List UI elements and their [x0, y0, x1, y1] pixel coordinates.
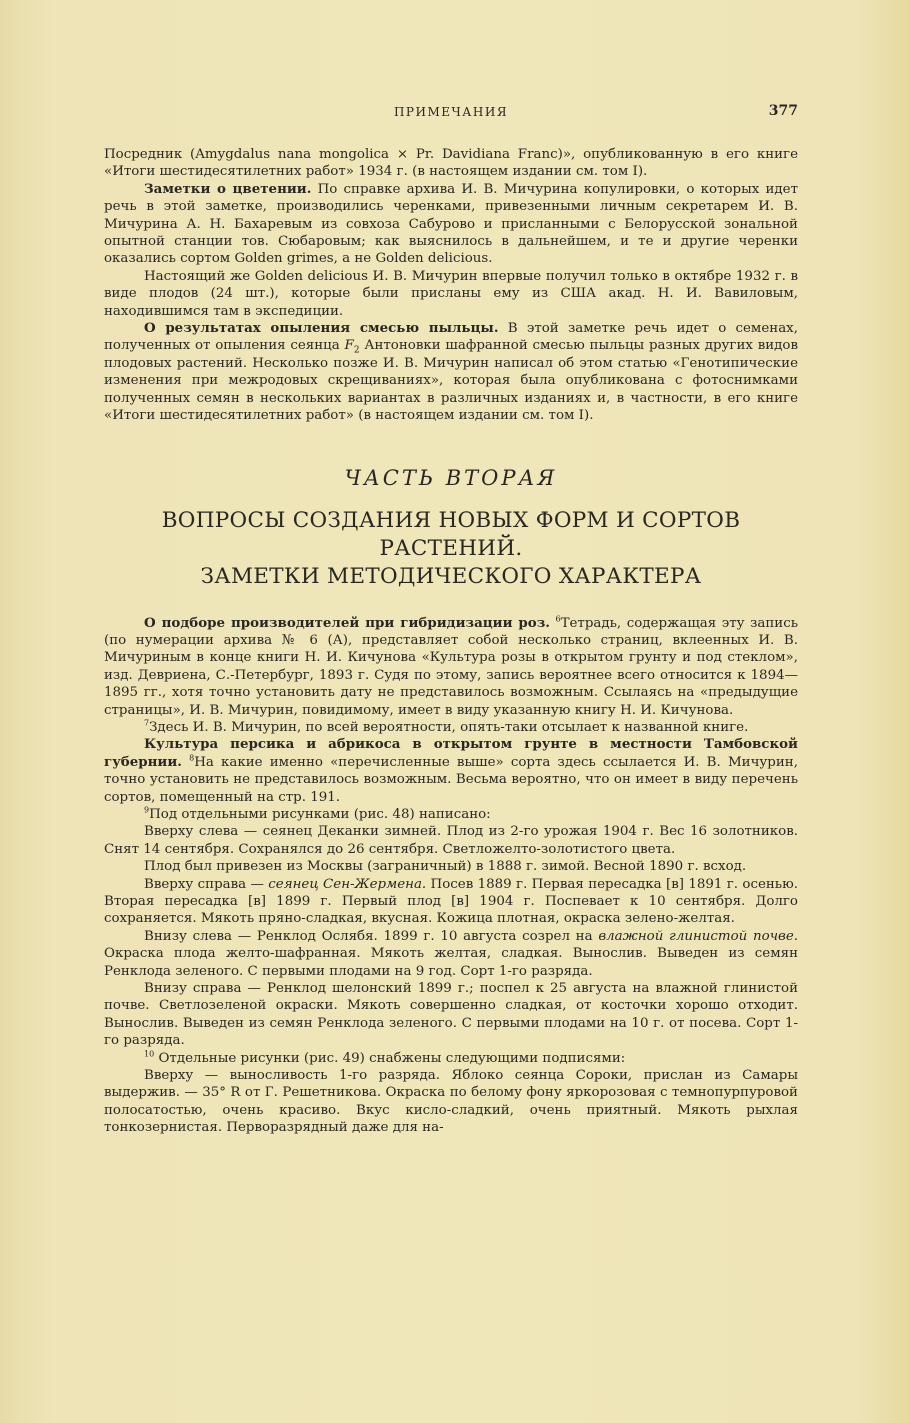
- caption-upper-right-variety: сеянец Сен-Жермена.: [268, 876, 427, 892]
- page-header: [104, 105, 798, 125]
- footnote-7-marker: 7: [144, 718, 150, 728]
- hybrid-generation-subscript: 2: [353, 346, 360, 357]
- note-flowering: [104, 181, 798, 268]
- footnote-9-marker: 9: [144, 805, 150, 815]
- note-9-text: Под отдельными рисунками (рис. 48) написано:: [149, 806, 491, 822]
- note-flowering-title: Заметки о цветении.: [144, 180, 312, 197]
- note-10-text: Отдельные рисунки (рис. 49) снабжены следующими подписями:: [154, 1050, 626, 1066]
- note-peach-title: Культура персика и абрикоса в открытом грунте в местности Тамбовской губернии.: [104, 736, 798, 770]
- footnote-10-marker: 10: [144, 1049, 155, 1059]
- footnote-6-marker: 6: [555, 614, 561, 624]
- caption-upper-left: Вверху слева — сеянец Деканки зимней. Плод из 2-го урожая 1904 г. Вес 16 золотников. Снят 14 сентября. Сохранялся до 26 сентября. Светложелто-золотистого цвета.: [104, 824, 798, 857]
- note-golden-delicious: Настоящий же Golden delicious И. В. Мичурин впервые получил только в октябре 1932 г. в виде плодов (24 шт.), которые были присланы ему из США акад. Н. И. Вавиловым, находившимся там в экспедиции.: [104, 268, 798, 319]
- note-pollination: [104, 320, 798, 424]
- note-9: [104, 806, 798, 823]
- note-pollination-text-a: В этой заметке речь идет о семенах, полученных от опыления сеянца: [104, 321, 798, 354]
- note-flowering-text: По справке архива И. В. Мичурина копулировки, о которых идет речь в этой заметке, производились черенками, привезенными личным секретарем И. В. Мичурина А. Н. Бахаревым из совхоза Сабурово и присланными с Белорусской зональной опытной станции тов. Сюбаровым; как выяснилось в дальнейшем, и те и другие черенки оказались сортом Golden grimes, а не Golden delicious.: [104, 181, 798, 267]
- note-roses-title: О подборе производителей при гибридизации роз.: [144, 614, 550, 631]
- section-title: [104, 507, 798, 591]
- caption-upper-right-a: Вверху справа —: [144, 876, 269, 892]
- note-roses: [104, 615, 798, 719]
- caption-top-apple: Вверху — выносливость 1-го разряда. Яблоко сеянца Сороки, прислан из Самары выдержив. — 35° R от Г. Решетникова. Окраска по белому фону яркорозовая с темнопурпуровой полосатостью, очень красиво. Вкус кисло-сладкий, очень приятный. Мякоть рыхлая тонкозернистая. Перворазрядный даже для на-: [104, 1068, 798, 1136]
- running-title: ПРИМЕЧАНИЯ: [393, 105, 509, 119]
- caption-lower-left-soil: влажной глинистой почве.: [598, 928, 799, 944]
- page-number: 377: [768, 103, 798, 119]
- note-7: [104, 719, 798, 736]
- caption-upper-right-b: Посев 1889 г. Первая пересадка [в] 1891 г. осенью. Вторая пересадка [в] 1899 г. Первый плод [в] 1904 г. Поспевает к 10 сентября. Долго сохраняется. Мякоть пряно-сладкая, вкусная. Кожица плотная, окраска зелено-желтая.: [104, 876, 799, 927]
- note-10: [104, 1050, 798, 1067]
- caption-lower-left-b: Окраска плода желто-шафранная. Мякоть желтая, сладкая. Вынослив. Выведен из семян Ренклода зеленого. С первыми плодами на 9 год. Сорт 1-го разряда.: [104, 946, 798, 979]
- note-peach-text: На какие именно «перечисленные выше» сорта здесь ссылается И. В. Мичурин, точно установить не представилось возможным. Весьма вероятно, что он имеет в виду перечень сортов, помещенный на стр. 191.: [104, 754, 798, 805]
- caption-lower-left-a: Внизу слева — Ренклод Ослябя. 1899 г. 10 августа созрел на: [144, 928, 599, 944]
- section-title-line-2: ЗАМЕТКИ МЕТОДИЧЕСКОГО ХАРАКТЕРА: [200, 563, 702, 589]
- note-paragraph-intro: Посредник (Amygdalus nana mongolica × Pr. Davidiana Franc)», опубликованную в его книге «Итоги шестидесятилетних работ» 1934 г. (в настоящем издании см. том I).: [104, 147, 798, 180]
- note-pollination-title: О результатах опыления смесью пыльцы.: [144, 320, 499, 337]
- part-title: ЧАСТЬ ВТОРАЯ: [344, 465, 558, 490]
- caption-imported-fruit: Плод был привезен из Москвы (заграничный) в 1888 г. зимой. Весной 1890 г. всход.: [144, 859, 747, 875]
- caption-lower-right: Внизу справа — Ренклод шелонский 1899 г.; поспел к 25 августа на влажной глинистой почве. Светлозеленой окраски. Мякоть совершенно сладкая, от косточки хорошо отходит. Вынослив. Выведен из семян Ренклода зеленого. С первыми плодами на 10 г. от посева. Сорт 1-го разряда.: [104, 981, 798, 1049]
- note-7-text: Здесь И. В. Мичурин, по всей вероятности, опять-таки отсылает к названной книге.: [149, 719, 749, 735]
- note-roses-text: Тетрадь, содержащая эту запись (по нумерации архива № 6 (А), представляет собой несколько страниц, вклеенных И. В. Мичуриным в конце книги Н. И. Кичунова «Культура розы в открытом грунту и под стеклом», изд. Девриена, С.-Петербург, 1893 г. Судя по этому, запись вероятнее всего относится к 1894—1895 гг., хотя точно установить дату не представилось возможным. Ссылаясь на «предыдущие страницы», И. В. Мичурин, повидимому, имеет в виду указанную книгу Н. И. Кичунова.: [104, 615, 798, 718]
- footnote-8-marker: 8: [189, 753, 195, 763]
- caption-upper-right: [104, 876, 798, 928]
- caption-lower-left: [104, 928, 798, 980]
- section-title-line-1: ВОПРОСЫ СОЗДАНИЯ НОВЫХ ФОРМ И СОРТОВ РАСТЕНИЙ.: [161, 507, 741, 561]
- note-peach: [104, 736, 798, 806]
- note-pollination-text-b: Антоновки шафранной смесью пыльцы разных других видов плодовых растений. Несколько позже И. В. Мичурин написал об этом статью «Генотипические изменения при межродовых скрещиваниях», которая была опубликована с фотоснимками полученных семян в нескольких вариантах в различных изданиях и, в частности, в его книге «Итоги шестидесятилетних работ» (в настоящем издании см. том I).: [104, 338, 798, 424]
- page-body: [104, 146, 798, 1137]
- hybrid-generation-symbol: F: [344, 338, 354, 354]
